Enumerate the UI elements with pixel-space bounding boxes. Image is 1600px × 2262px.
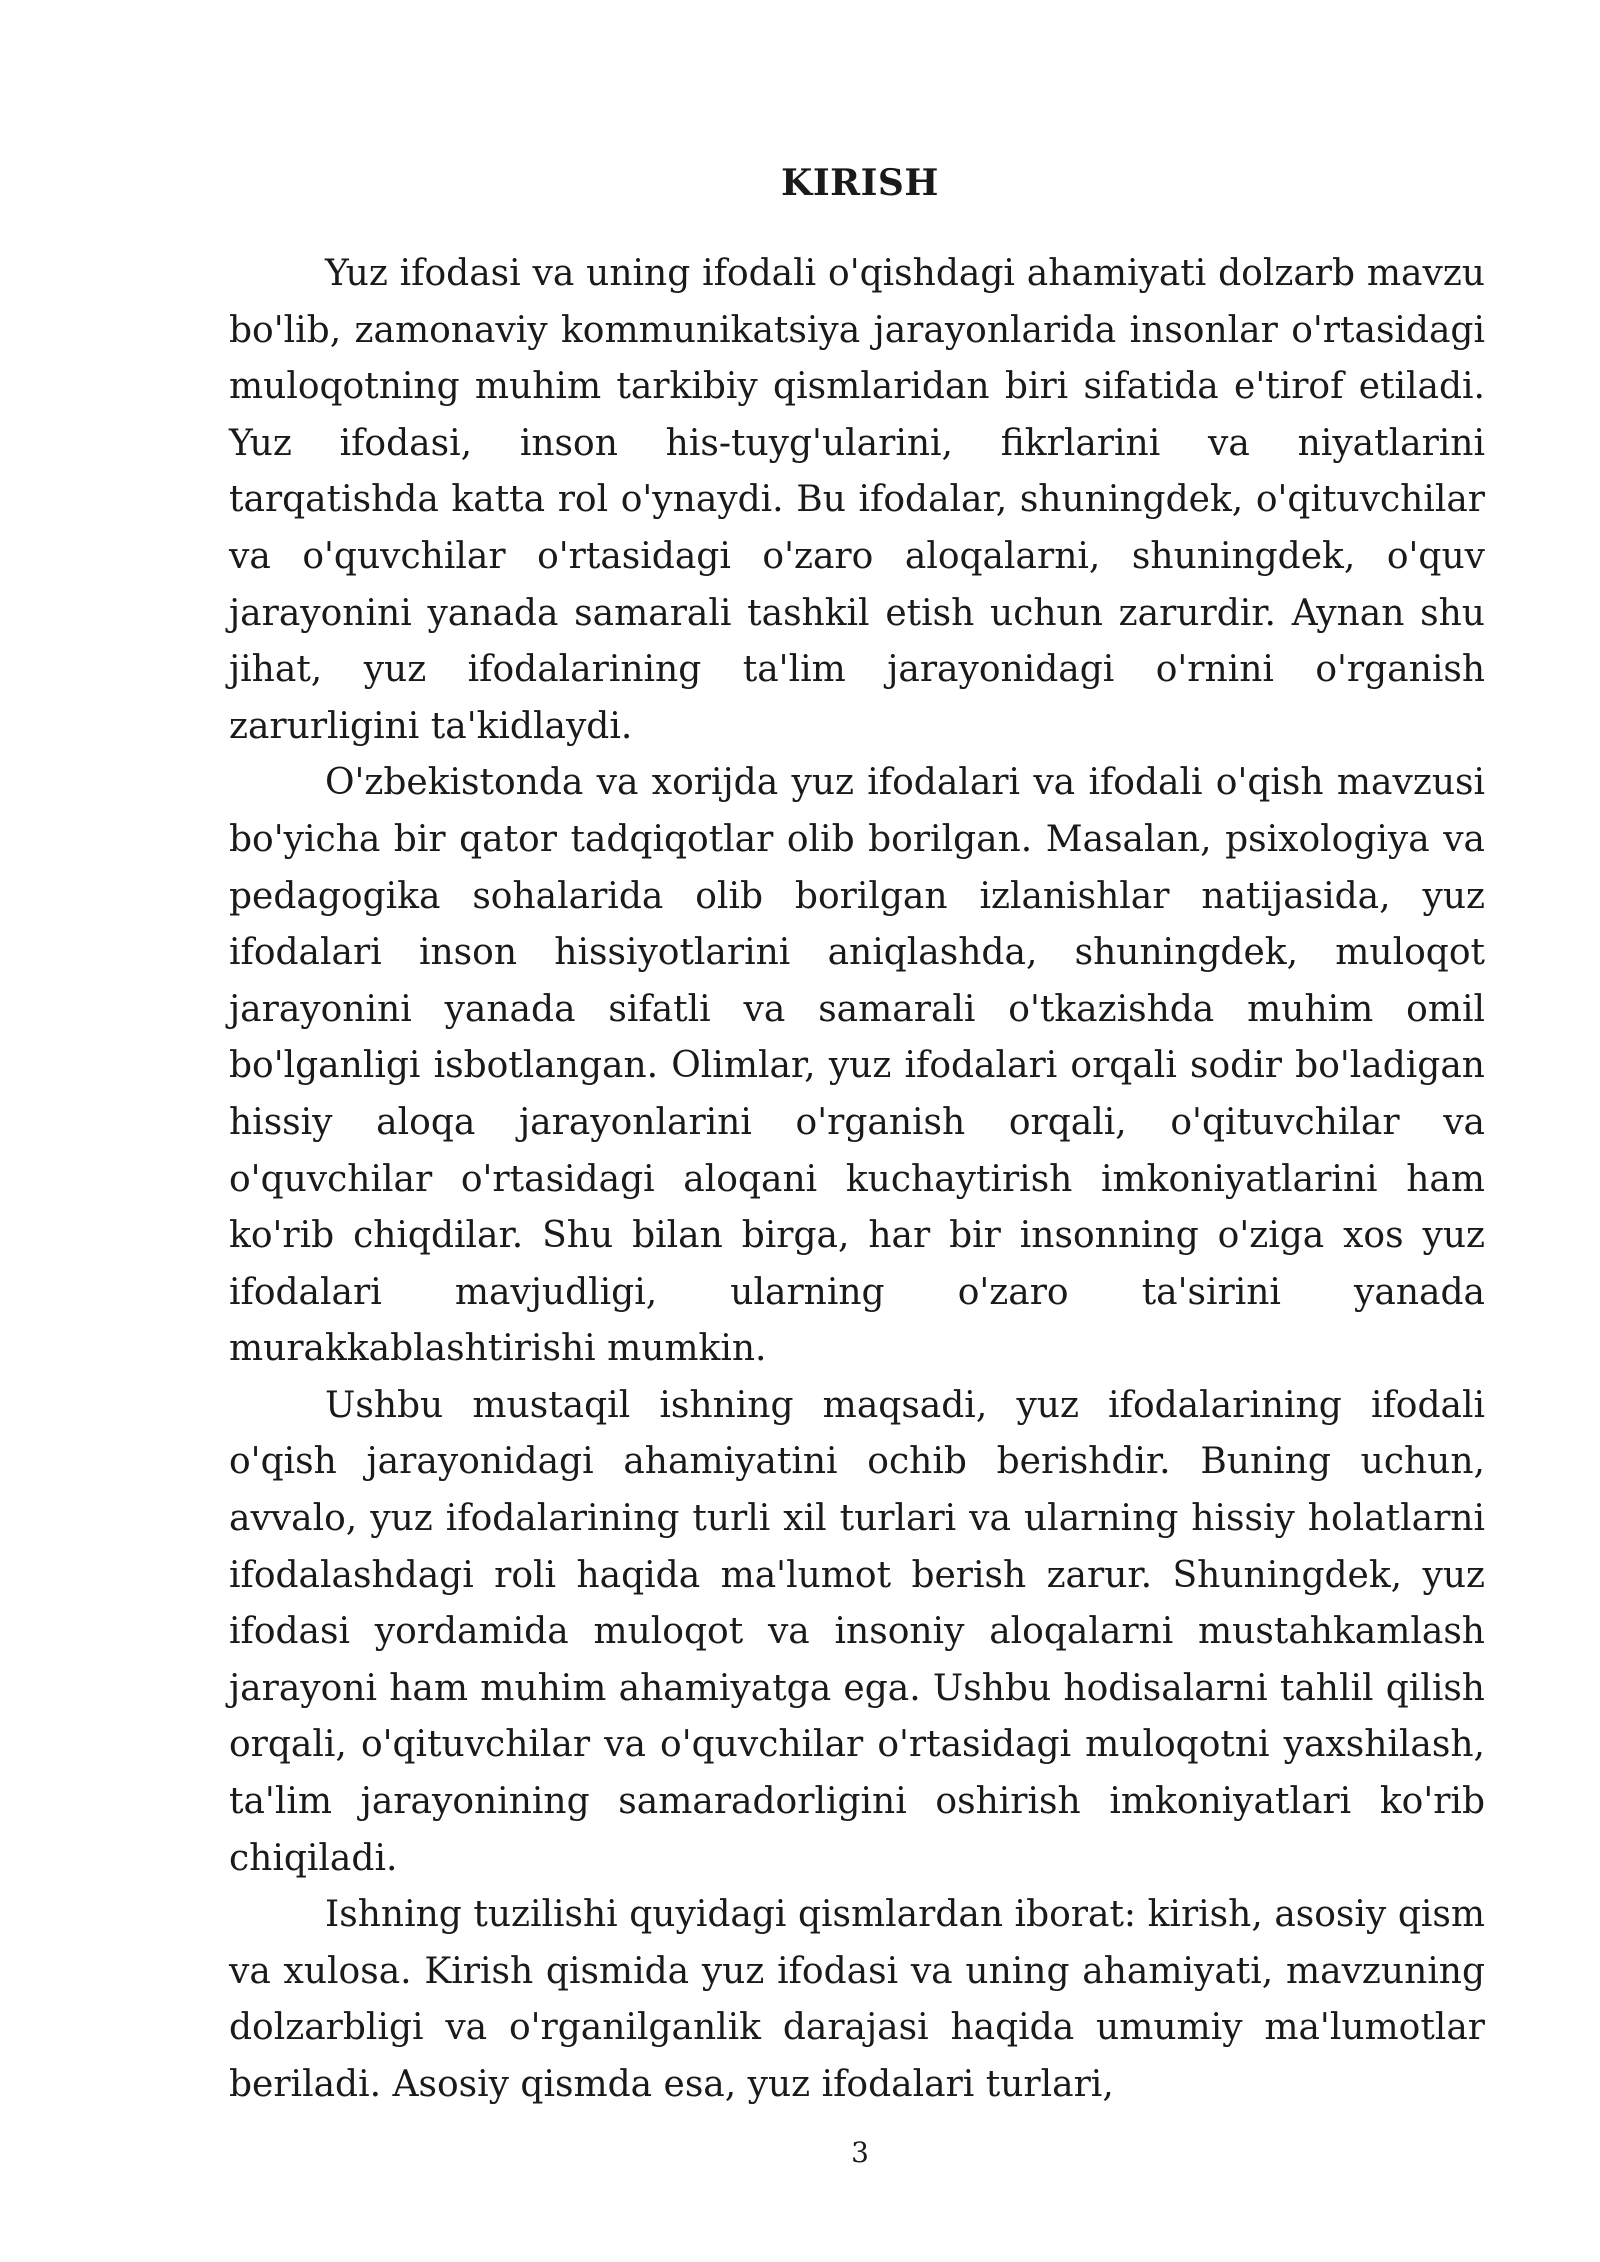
page-title: KIRISH (781, 162, 939, 204)
paragraph-1: Yuz ifodasi va uning ifodali o'qishdagi ahamiyati dolzarb mavzu bo'lib, zamonaviy kommunikatsiya jarayonlarida insonlar o'rtasidagi muloqotning muhim tarkibiy qismlaridan biri sifatida e'tirof etiladi. Yuz ifodasi, inson his-tuyg'ularini, fikrlarini va niyatlarini tarqatishda katta rol o'ynaydi. Bu ifodalar, shuningdek, o'qituvchilar va o'quvchilar o'rtasidagi o'zaro aloqalarni, shuningdek, o'quv jarayonini yanada samarali tashkil etish uchun zarurdir. Aynan shu jihat, yuz ifodalarining ta'lim jarayonidagi o'rnini o'rganish zarurligini ta'kidlaydi. (229, 253, 1485, 747)
paragraph-2: O'zbekistonda va xorijda yuz ifodalari va ifodali o'qish mavzusi bo'yicha bir qator tadqiqotlar olib borilgan. Masalan, psixologiya va pedagogika sohalarida olib borilgan izlanishlar natijasida, yuz ifodalari inson hissiyotlarini aniqlashda, shuningdek, muloqot jarayonini yanada sifatli va samarali o'tkazishda muhim omil bo'lganligi isbotlangan. Olimlar, yuz ifodalari orqali sodir bo'ladigan hissiy aloqa jarayonlarini o'rganish orqali, o'qituvchilar va o'quvchilar o'rtasidagi aloqani kuchaytirish imkoniyatlarini ham ko'rib chiqdilar. Shu bilan birga, har bir insonning o'ziga xos yuz ifodalari mavjudligi, ularning o'zaro ta'sirini yanada murakkablashtirishi mumkin. (229, 762, 1485, 1370)
paragraph-4: Ishning tuzilishi quyidagi qismlardan iborat: kirish, asosiy qism va xulosa. Kirish qismida yuz ifodasi va uning ahamiyati, mavzuning dolzarbligi va o'rganilganlik darajasi haqida umumiy ma'lumotlar beriladi. Asosiy qismda esa, yuz ifodalari turlari, (229, 1894, 1485, 2105)
body-text (229, 246, 1485, 2114)
paragraph-3: Ushbu mustaqil ishning maqsadi, yuz ifodalarining ifodali o'qish jarayonidagi ahamiyatini ochib berishdir. Buning uchun, avvalo, yuz ifodalarining turli xil turlari va ularning hissiy holatlarni ifodalashdagi roli haqida ma'lumot berish zarur. Shuningdek, yuz ifodasi yordamida muloqot va insoniy aloqalarni mustahkamlash jarayoni ham muhim ahamiyatga ega. Ushbu hodisalarni tahlil qilish orqali, o'qituvchilar va o'quvchilar o'rtasidagi muloqotni yaxshilash, ta'lim jarayonining samaradorligini oshirish imkoniyatlari ko'rib chiqiladi. (229, 1384, 1485, 1879)
page-number: 3 (851, 2136, 869, 2169)
